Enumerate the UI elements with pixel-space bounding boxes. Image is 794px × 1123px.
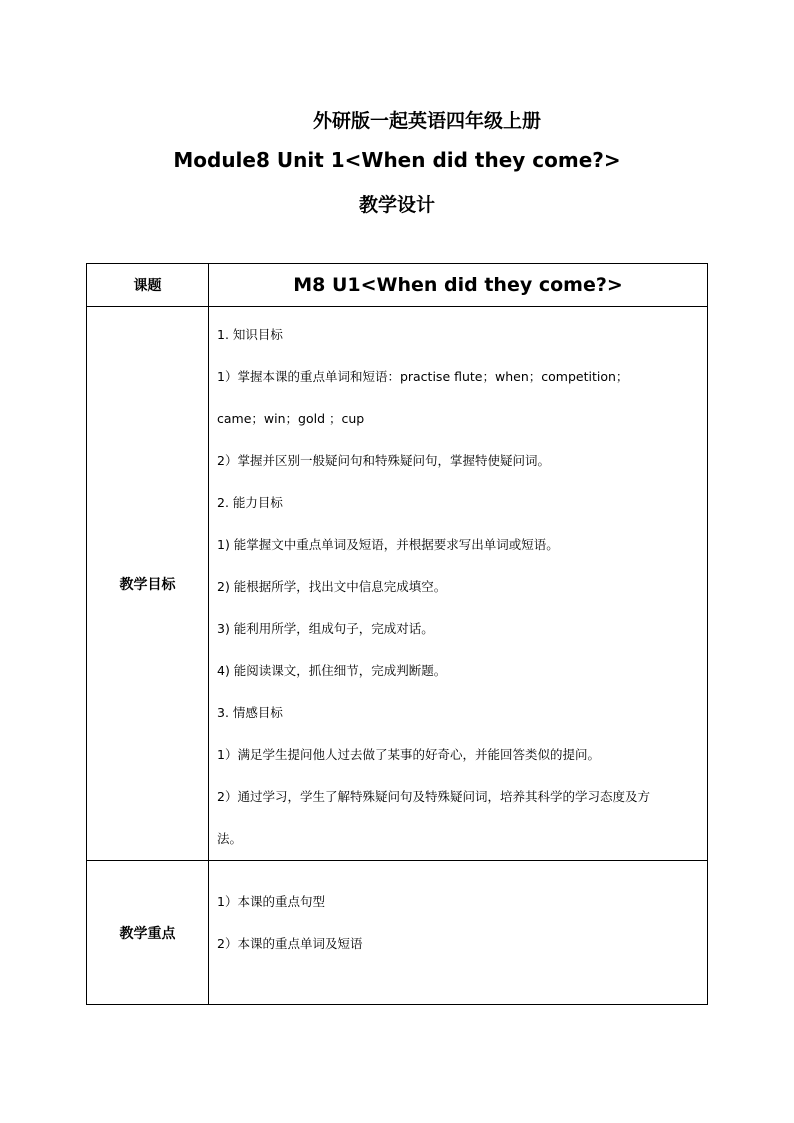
goals-line: 3. 情感目标 [217,705,283,720]
goals-line: 1) 能掌握文中重点单词及短语，并根据要求写出单词或短语。 [217,537,559,552]
topic-label: 课题 [87,264,209,307]
goals-line: 2）掌握并区别一般疑问句和特殊疑问句，掌握特使疑问词。 [217,453,550,468]
lesson-plan-table [86,263,708,1005]
goals-label: 教学目标 [87,307,209,861]
goals-line: 4) 能阅读课文，抓住细节，完成判断题。 [217,663,447,678]
document-title: 外研版一起英语四年级上册 [312,110,541,132]
topic-value: M8 U1<When did they come?> [209,264,708,307]
key-points-content [209,861,708,1005]
goals-line: came；win；gold ；cup [217,411,365,426]
table-row-topic [87,264,708,307]
goals-line: 2）通过学习，学生了解特殊疑问句及特殊疑问词，培养其科学的学习态度及方 [217,789,650,804]
goals-line: 2) 能根据所学，找出文中信息完成填空。 [217,579,447,594]
key-points-label: 教学重点 [87,861,209,1005]
goals-line: 法。 [217,831,243,846]
goals-line: 1）满足学生提问他人过去做了某事的好奇心，并能回答类似的提问。 [217,747,600,762]
table-row-key-points [87,861,708,1005]
goals-line: 3) 能利用所学，组成句子，完成对话。 [217,621,434,636]
table-row-goals [87,307,708,861]
goals-line: 1）掌握本课的重点单词和短语：practise flute；when；competition； [217,369,629,384]
key-points-line: 1）本课的重点句型 [217,894,325,909]
document-subtitle: Module8 Unit 1<When did they come?> [173,148,621,172]
document-type-heading: 教学设计 [358,194,435,216]
goals-line: 1. 知识目标 [217,327,283,342]
goals-content [209,307,708,861]
goals-line: 2. 能力目标 [217,495,283,510]
key-points-line: 2）本课的重点单词及短语 [217,936,363,951]
